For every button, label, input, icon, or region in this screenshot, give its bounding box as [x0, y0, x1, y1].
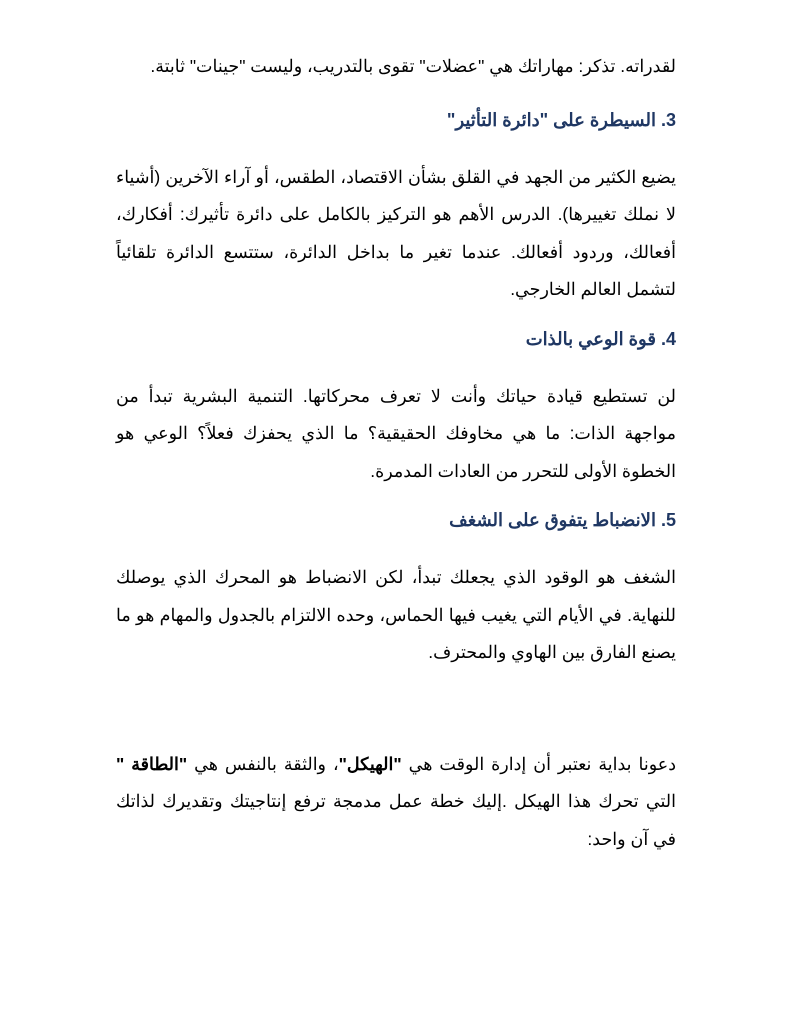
paragraph-self-awareness: لن تستطيع قيادة حياتك وأنت لا تعرف محركاتها. التنمية البشرية تبدأ من مواجهة الذات: ما هي مخاوفك الحقيقية؟ ما الذي يحفزك فعلاً؟ الوعي هو الخطوة الأولى للتحرر من العادات المدمرة. [116, 385, 676, 481]
heading-circle-of-influence [116, 108, 676, 132]
paragraph-closing [116, 746, 676, 859]
heading-self-awareness [116, 327, 676, 351]
closing-text-3: التي تحرك هذا الهيكل .إليك خطة عمل مدمجة ترفع إنتاجيتك وتقديرك لذاتك في آن واحد: [116, 791, 676, 849]
heading-number: 5. [660, 510, 676, 530]
heading-title: قوة الوعي بالذات [525, 328, 656, 349]
heading-title: السيطرة على "دائرة التأثير" [446, 109, 656, 130]
heading-discipline [116, 508, 676, 532]
paragraph-skills: لقدراته. تذكر: مهاراتك هي "عضلات" تقوى بالتدريب، وليست "جينات" ثابتة. [150, 56, 676, 76]
closing-bold-structure: "الهيكل" [338, 753, 402, 774]
paragraph-discipline: الشغف هو الوقود الذي يجعلك تبدأ، لكن الانضباط هو المحرك الذي يوصلك للنهاية. في الأيام التي يغيب فيها الحماس، وحده الالتزام بالجدول والمهام هو ما يصنع الفارق بين الهاوي والمحترف. [116, 567, 676, 662]
paragraph-circle-of-influence: يضيع الكثير من الجهد في القلق بشأن الاقتصاد، الطقس، أو آراء الآخرين (أشياء لا نملك تغييرها). الدرس الأهم هو التركيز بالكامل على دائرة تأثيرك: أفكارك، أفعالك، وردود أفعالك. عندما تغير ما بداخل الدائرة، ستتسع الدائرة تلقائياً لتشمل العالم الخارجي. [116, 166, 676, 299]
heading-title: الانضباط يتفوق على الشغف [449, 510, 656, 530]
closing-bold-energy: "الطاقة " [116, 753, 188, 774]
document-page [116, 48, 676, 858]
closing-text-1: دعونا بداية نعتبر أن إدارة الوقت هي [401, 753, 676, 774]
closing-text-2: ، والثقة بالنفس هي [187, 753, 339, 774]
heading-number: 3. [660, 109, 676, 130]
heading-number: 4. [660, 328, 676, 349]
